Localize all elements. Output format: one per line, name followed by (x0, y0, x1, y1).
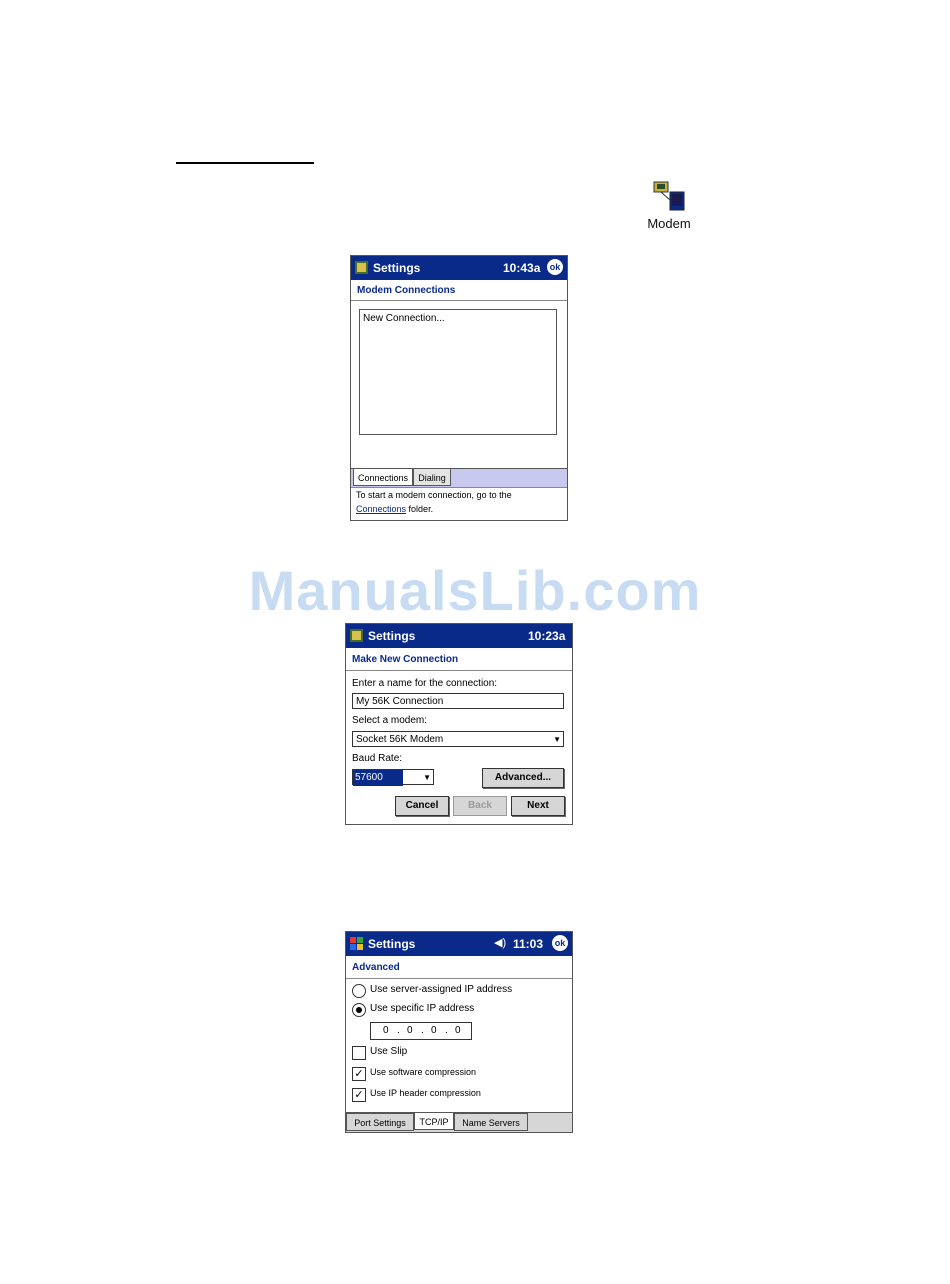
baud-rate-select[interactable] (352, 769, 434, 785)
checkbox-label: Use software compression (370, 1067, 477, 1077)
windows-flag-icon[interactable] (349, 936, 364, 951)
ip-octet[interactable]: 0 (383, 1025, 389, 1036)
clock: 11:03 (513, 937, 544, 951)
title-bar (346, 624, 572, 648)
back-button[interactable]: Back (453, 796, 507, 816)
start-icon[interactable] (349, 628, 364, 643)
title-bar (346, 932, 572, 956)
watermark: ManualsLib.com (248, 559, 702, 622)
modem-icon-label: Modem (647, 216, 691, 231)
start-icon[interactable] (354, 260, 369, 275)
footer-line (356, 504, 433, 514)
footer-text: To start a modem connection, go to the (356, 490, 512, 500)
page-heading: Make New Connection (352, 654, 459, 665)
window-title: Settings (368, 629, 416, 643)
connection-list[interactable] (359, 309, 557, 435)
page-heading: Modem Connections (357, 285, 456, 296)
tab-bar (351, 468, 567, 487)
tab-connections[interactable]: Connections (353, 468, 413, 486)
make-new-connection-screen (345, 623, 573, 825)
checkbox-checked[interactable]: ✓ (352, 1067, 366, 1081)
ip-dot: . (445, 1025, 448, 1036)
connection-name-input[interactable]: My 56K Connection (352, 693, 564, 709)
baud-rate-value: 57600 (353, 770, 403, 786)
page-heading: Advanced (352, 962, 400, 973)
tab-port-settings[interactable]: Port Settings (346, 1113, 414, 1131)
tab-name-servers[interactable]: Name Servers (454, 1113, 528, 1131)
ip-octet[interactable]: 0 (407, 1025, 413, 1036)
baud-label: Baud Rate: (352, 753, 403, 764)
divider (351, 300, 567, 301)
ok-button[interactable]: ok (552, 935, 568, 951)
window-title: Settings (368, 937, 416, 951)
divider (346, 978, 572, 979)
name-label: Enter a name for the connection: (352, 678, 498, 689)
radio-label: Use server-assigned IP address (370, 984, 513, 995)
speaker-icon[interactable]: ◀) (494, 937, 507, 949)
checkbox-checked[interactable]: ✓ (352, 1088, 366, 1102)
tab-tcp-ip[interactable]: TCP/IP (414, 1112, 454, 1130)
modem-label: Select a modem: (352, 715, 428, 726)
ip-dot: . (397, 1025, 400, 1036)
footer-tail: folder. (406, 504, 434, 514)
modem-select-value: Socket 56K Modem (356, 734, 444, 745)
radio-label: Use specific IP address (370, 1003, 475, 1014)
next-button[interactable]: Next (511, 796, 565, 816)
cancel-button[interactable]: Cancel (395, 796, 449, 816)
radio-dot (356, 1007, 362, 1013)
clock: 10:23a (528, 629, 566, 643)
tab-bar (346, 1112, 572, 1133)
radio-button-selected[interactable] (352, 1003, 366, 1017)
ip-dot: . (421, 1025, 424, 1036)
checkbox[interactable] (352, 1046, 366, 1060)
modem-connections-screen (350, 255, 568, 521)
window-title: Settings (373, 261, 421, 275)
connections-link[interactable]: Connections (356, 504, 407, 514)
ok-button[interactable]: ok (547, 259, 563, 275)
checkbox-label: Use IP header compression (370, 1088, 481, 1098)
clock: 10:43a (503, 261, 541, 275)
ip-octet[interactable]: 0 (431, 1025, 437, 1036)
modem-select[interactable] (352, 731, 564, 747)
list-item[interactable]: New Connection... (363, 313, 445, 324)
divider (346, 670, 572, 671)
advanced-button[interactable]: Advanced... (482, 768, 564, 788)
ip-address-field[interactable] (370, 1022, 472, 1040)
tab-dialing[interactable]: Dialing (413, 468, 451, 486)
advanced-settings-screen (345, 931, 573, 1133)
divider (351, 487, 567, 488)
chevron-down-icon: ▼ (553, 735, 561, 744)
modem-icon[interactable] (648, 180, 688, 214)
radio-button[interactable] (352, 984, 366, 998)
chevron-down-icon: ▼ (423, 773, 431, 782)
ip-octet[interactable]: 0 (455, 1025, 461, 1036)
section-rule (176, 162, 314, 164)
checkbox-label: Use Slip (370, 1046, 408, 1057)
title-bar (351, 256, 567, 280)
